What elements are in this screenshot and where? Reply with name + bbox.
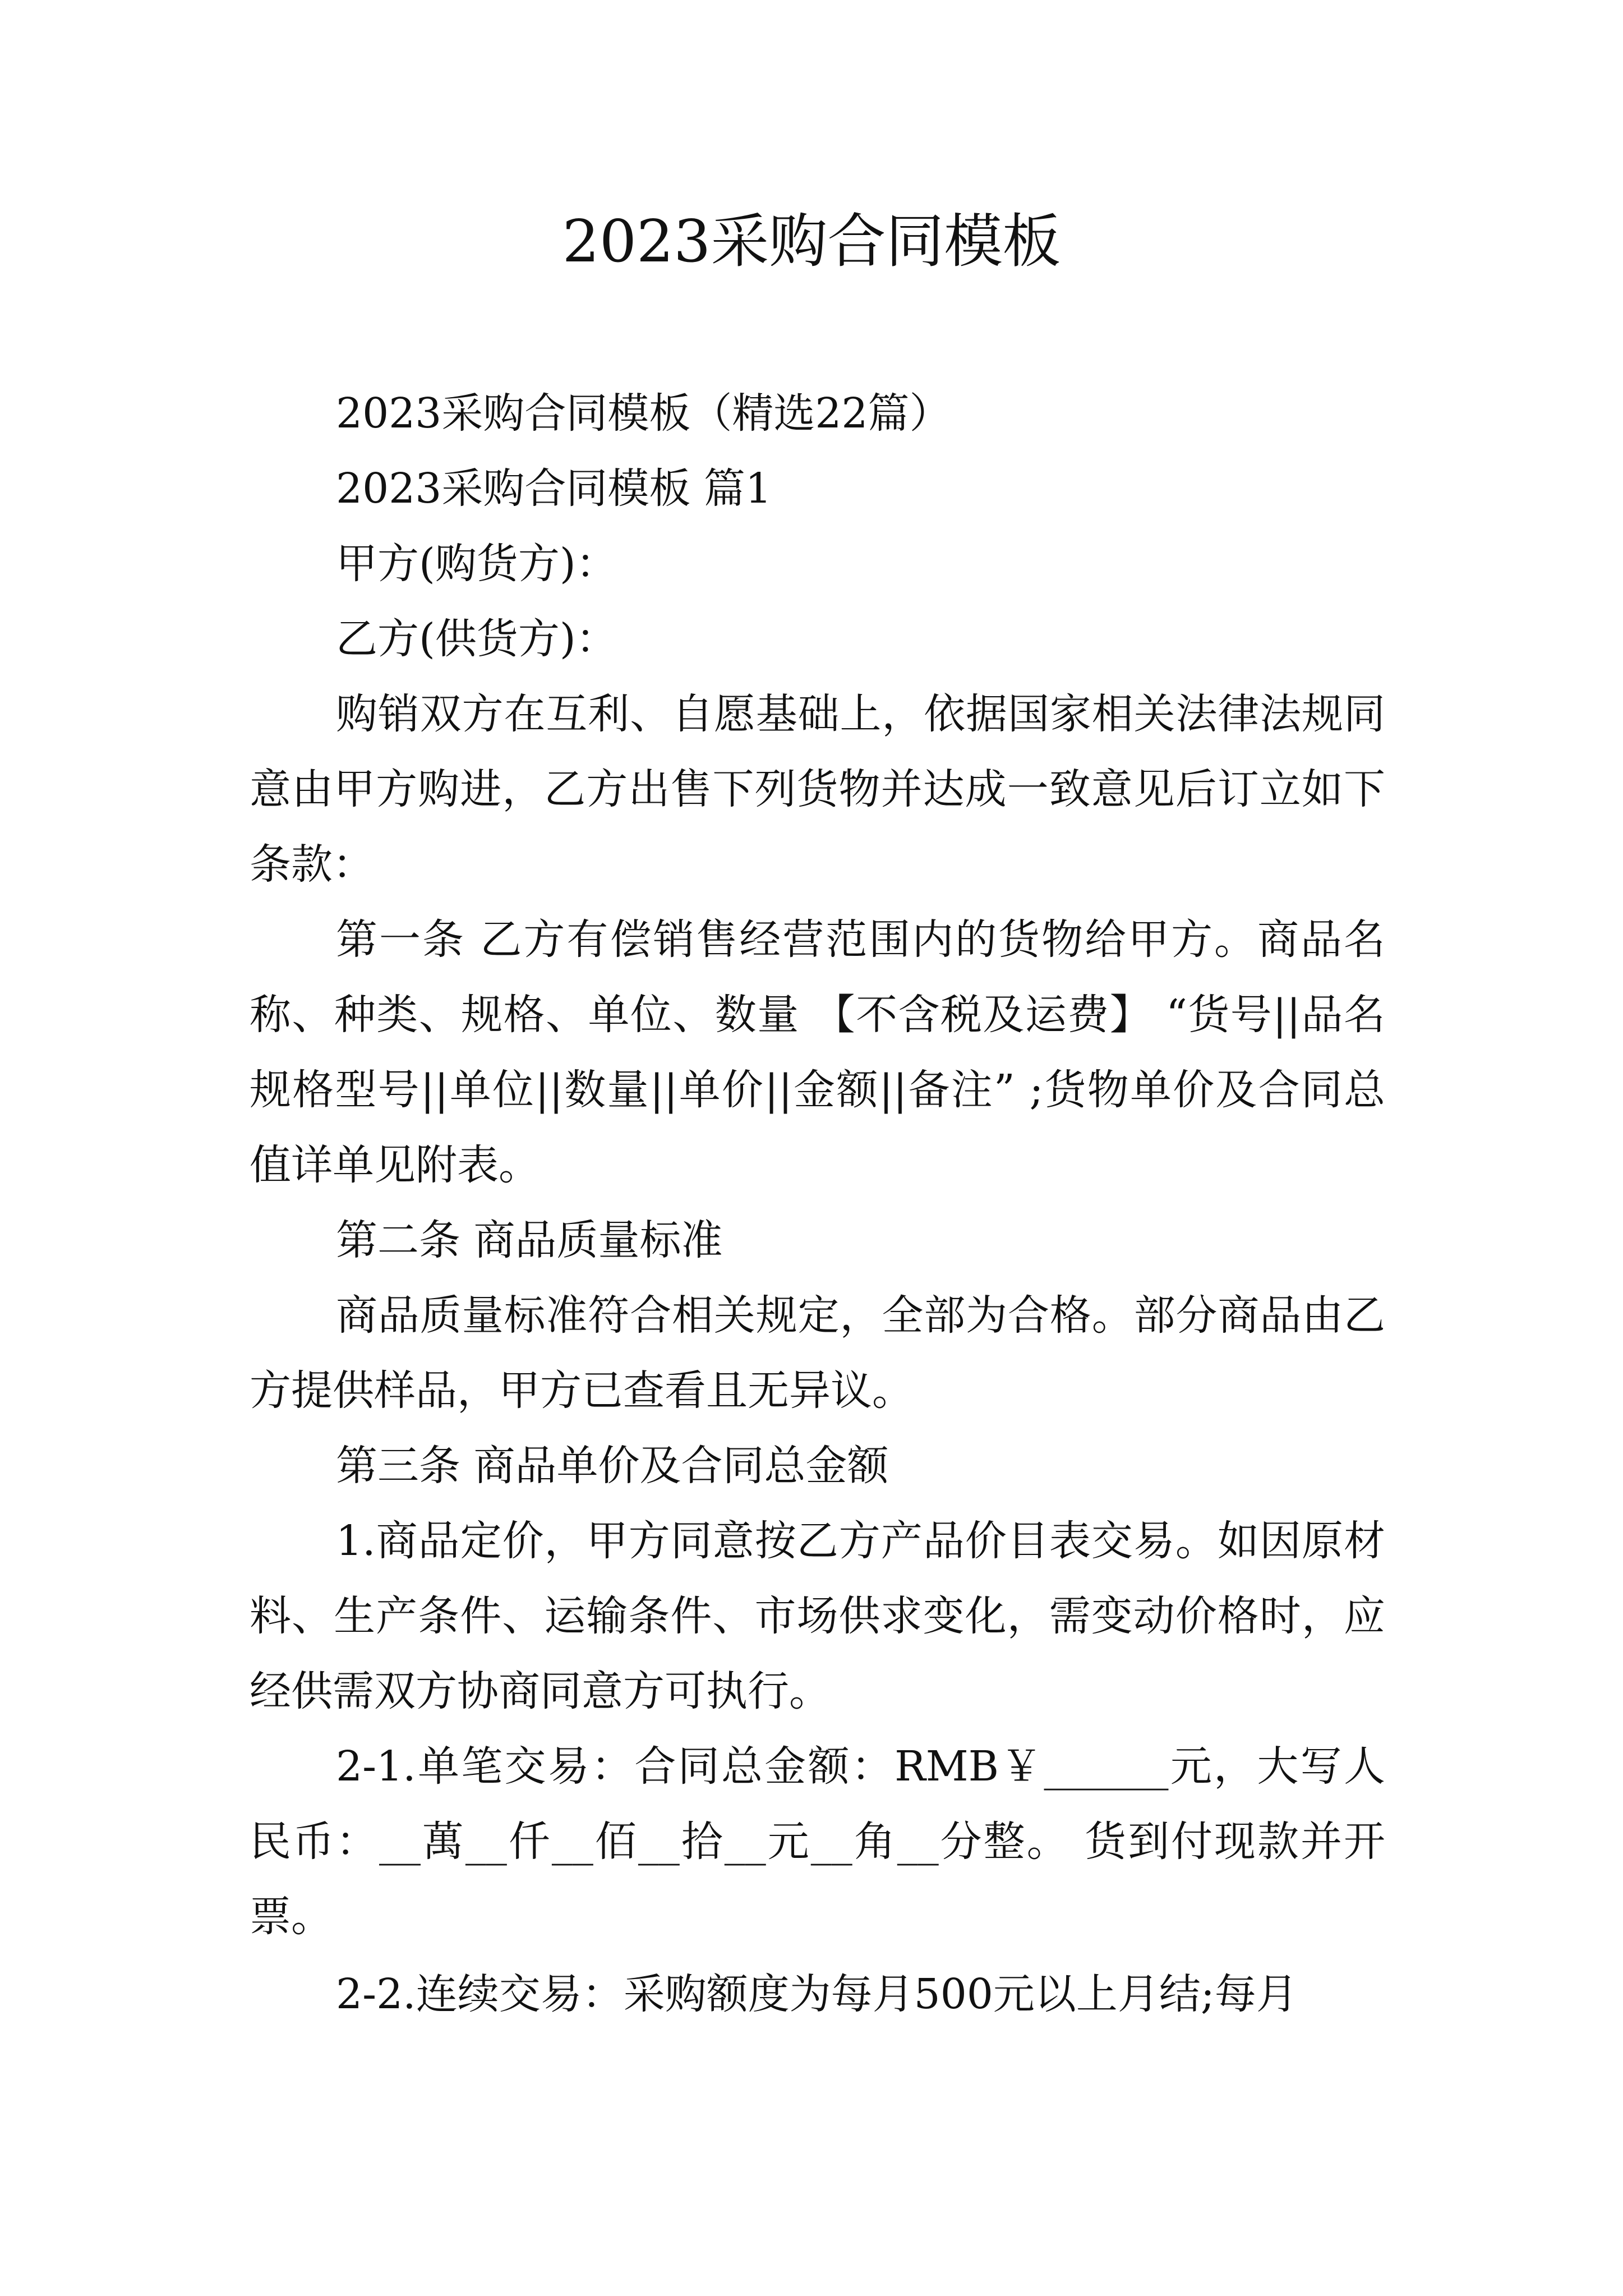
paragraph-preamble: 购销双方在互利、自愿基础上，依据国家相关法律法规同意由甲方购进，乙方出售下列货物并达成一致意见后订立如下条款：	[250, 690, 1385, 889]
paragraph-article-3-item-2-1: 2-1.单笔交易：合同总金额：RMB￥______元，大写人民币：__萬__仟__佰__拾__元__角__分整。 货到付现款并开票。	[250, 1742, 1385, 1941]
paragraph-article-2-heading: 第二条 商品质量标准	[336, 1216, 723, 1264]
document-title: 2023采购合同模板	[562, 207, 1061, 275]
document-body	[250, 376, 1385, 2032]
paragraph-article-3-heading: 第三条 商品单价及合同总金额	[336, 1442, 889, 1490]
paragraph-subtitle: 2023采购合同模板（精选22篇）	[336, 389, 951, 438]
paragraph-article-1: 第一条 乙方有偿销售经营范围内的货物给甲方。商品名称、种类、规格、单位、数量 【不含税及运费】 “货号||品名规格型号||单位||数量||单价||金额||备注” ;货物单价及合同总值详单见附表。	[250, 915, 1385, 1189]
paragraph-party-b: 乙方(供货方)：	[336, 615, 617, 663]
paragraph-article-3-item-1: 1.商品定价，甲方同意按乙方产品价目表交易。如因原材料、生产条件、运输条件、市场供求变化，需变动价格时，应经供需双方协商同意方可执行。	[250, 1517, 1385, 1715]
paragraph-section-heading: 2023采购合同模板 篇1	[336, 464, 772, 513]
paragraph-article-2-body: 商品质量标准符合相关规定，全部为合格。部分商品由乙方提供样品，甲方已查看且无异议。	[250, 1291, 1385, 1415]
paragraph-party-a: 甲方(购货方)：	[336, 540, 617, 588]
paragraph-article-3-item-2-2: 2-2.连续交易：采购额度为每月500元以上月结;每月	[336, 1970, 1298, 2018]
